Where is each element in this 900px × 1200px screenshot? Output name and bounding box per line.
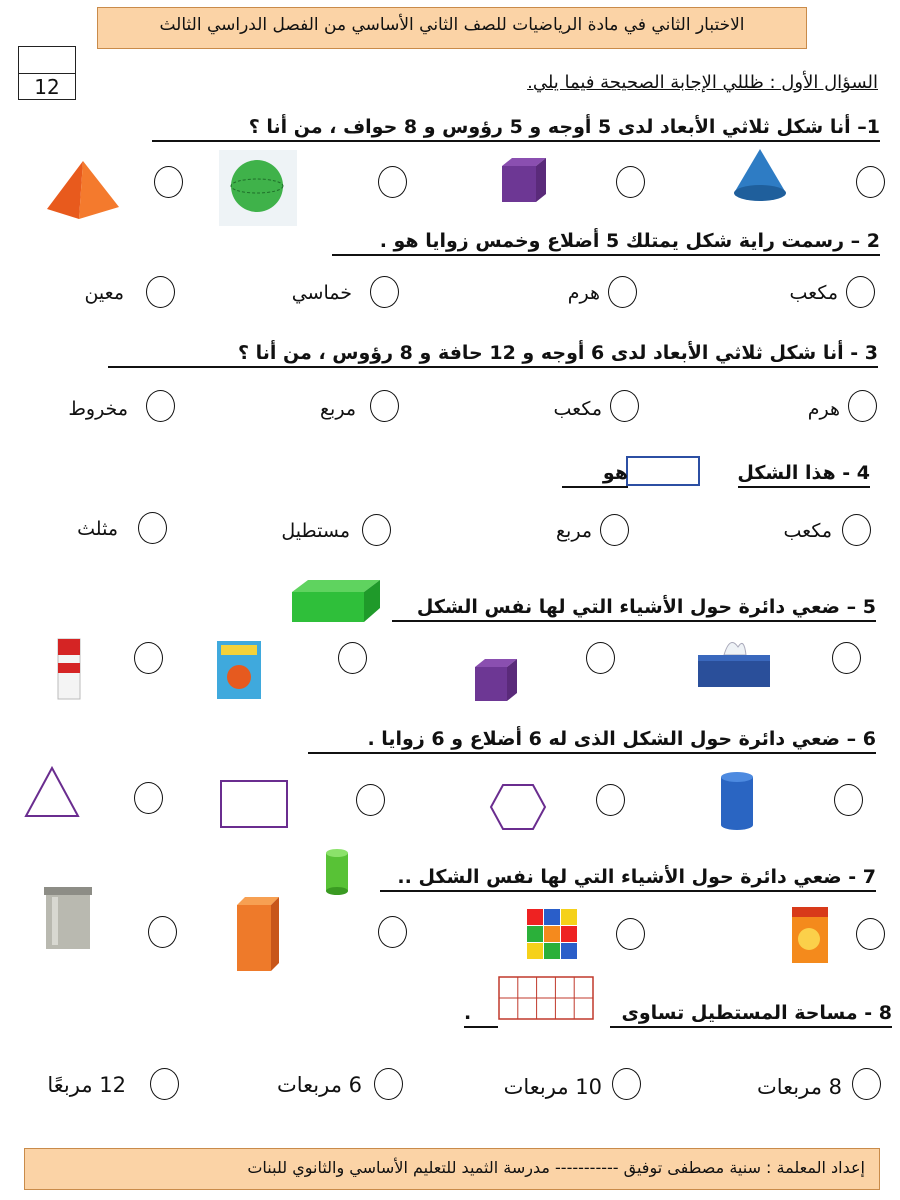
- option-label: 6 مربعات: [276, 1073, 362, 1097]
- sphere-icon: [219, 150, 297, 226]
- section-title: السؤال الأول : ظللي الإجابة الصحيحة فيما يلي.: [527, 72, 878, 93]
- cylinder-image: [716, 770, 758, 832]
- question-5-text: 5 – ضعي دائرة حول الأشياء التي لها نفس الشكل: [392, 594, 876, 622]
- grid-icon: [498, 976, 594, 1020]
- question-4-text-a: 4 - هذا الشكل: [738, 460, 870, 488]
- hexagon-image: [488, 782, 548, 832]
- cereal-box-image: [214, 638, 264, 702]
- option-label: مربع: [555, 520, 592, 542]
- question-8-text: 8 - مساحة المستطيل تساوى: [610, 1000, 892, 1028]
- green-cylinder-image: [322, 846, 352, 898]
- footer-credit: إعداد المعلمة : سنية مصطفى توفيق ----------- مدرسة الثميد للتعليم الأساسي والثانوي للبنات: [247, 1158, 865, 1177]
- can-icon: [55, 633, 83, 703]
- page-footer: [24, 1148, 880, 1190]
- answer-circle[interactable]: [616, 166, 645, 198]
- rubik-cube-icon: [525, 907, 579, 961]
- option-label: مخروط: [68, 398, 128, 420]
- answer-circle[interactable]: [596, 784, 625, 816]
- cereal-box-icon: [215, 639, 263, 701]
- answer-circle[interactable]: [134, 782, 163, 814]
- question-6-text: 6 – ضعي دائرة حول الشكل الذى له 6 أضلاع و 6 زوايا .: [308, 726, 876, 754]
- option-label: 12 مربعًا: [47, 1073, 126, 1097]
- answer-circle[interactable]: [146, 276, 175, 308]
- question-8-blank: .: [464, 1000, 498, 1028]
- score-total: 12: [34, 75, 60, 99]
- answer-circle[interactable]: [146, 390, 175, 422]
- sphere-image: [218, 150, 298, 226]
- cone-image: [728, 146, 792, 206]
- answer-circle[interactable]: [610, 390, 639, 422]
- answer-circle[interactable]: [832, 642, 861, 674]
- rubik-cube-image: [524, 906, 580, 962]
- option-label: هرم: [807, 398, 840, 420]
- answer-circle[interactable]: [856, 166, 885, 198]
- header-title: الاختبار الثاني في مادة الرياضيات للصف الثاني الأساسي من الفصل الدراسي الثالث: [159, 15, 745, 35]
- hexagon-icon: [489, 783, 547, 831]
- option-label: مكعب: [789, 282, 838, 304]
- option-label: مكعب: [553, 398, 602, 420]
- answer-circle[interactable]: [856, 918, 885, 950]
- answer-circle[interactable]: [370, 276, 399, 308]
- cube-icon: [498, 154, 550, 206]
- option-label: مربع: [319, 398, 356, 420]
- answer-circle[interactable]: [600, 514, 629, 546]
- answer-circle[interactable]: [370, 390, 399, 422]
- question-1-text: 1– أنا شكل ثلاثي الأبعاد لدى 5 أوجه و 5 رؤوس و 8 حواف ، من أنا ؟: [152, 114, 880, 142]
- option-label: 10 مربعات: [503, 1075, 602, 1099]
- score-blank: [19, 47, 75, 74]
- answer-circle[interactable]: [150, 1068, 179, 1100]
- question-4-text-b: هو: [562, 460, 628, 488]
- answer-circle[interactable]: [356, 784, 385, 816]
- question-3-text: 3 - أنا شكل ثلاثي الأبعاد لدى 6 أوجه و 12 حافة و 8 رؤوس ، من أنا ؟: [108, 340, 878, 368]
- answer-circle[interactable]: [608, 276, 637, 308]
- juice-box-icon: [789, 903, 831, 965]
- orange-prism-image: [232, 894, 284, 974]
- pyramid-image: [40, 150, 126, 230]
- juice-box-image: [788, 902, 832, 966]
- option-label: هرم: [567, 282, 600, 304]
- score-box: [18, 46, 76, 100]
- answer-circle[interactable]: [134, 642, 163, 674]
- cone-icon: [730, 147, 790, 205]
- option-label: مثلث: [77, 518, 118, 540]
- triangle-icon: [23, 765, 81, 819]
- option-label: 8 مربعات: [756, 1075, 842, 1099]
- rectangular-prism-icon: [286, 578, 382, 628]
- answer-circle[interactable]: [616, 918, 645, 950]
- rectangular-prism-icon: [233, 895, 283, 973]
- can-image: [54, 632, 84, 704]
- option-label: خماسي: [291, 282, 352, 304]
- answer-circle[interactable]: [378, 166, 407, 198]
- cube-image: [470, 654, 522, 704]
- pyramid-icon: [43, 157, 123, 223]
- answer-circle[interactable]: [848, 390, 877, 422]
- cylinder-icon: [717, 771, 757, 831]
- grid-rectangle: [498, 976, 594, 1020]
- option-label: مستطيل: [281, 520, 350, 542]
- question-2-text: 2 – رسمت راية شكل يمتلك 5 أضلاع وخمس زوايا هو .: [332, 228, 880, 256]
- answer-circle[interactable]: [374, 1068, 403, 1100]
- answer-circle[interactable]: [378, 916, 407, 948]
- answer-circle[interactable]: [154, 166, 183, 198]
- answer-circle[interactable]: [846, 276, 875, 308]
- cube-image: [496, 152, 552, 208]
- answer-circle[interactable]: [612, 1068, 641, 1100]
- answer-circle[interactable]: [842, 514, 871, 546]
- tissue-box-icon: [694, 633, 774, 691]
- trash-can-icon: [40, 881, 96, 955]
- rectangle-image: [220, 780, 288, 828]
- answer-circle[interactable]: [138, 512, 167, 544]
- option-label: مكعب: [783, 520, 832, 542]
- question-7-text: 7 - ضعي دائرة حول الأشياء التي لها نفس الشكل ..: [380, 864, 876, 892]
- green-prism-image: [286, 578, 382, 628]
- tissue-box-image: [694, 632, 774, 692]
- page-header: [97, 7, 807, 49]
- answer-circle[interactable]: [362, 514, 391, 546]
- triangle-image: [22, 764, 82, 820]
- cube-icon: [471, 655, 521, 703]
- answer-circle[interactable]: [852, 1068, 881, 1100]
- answer-circle[interactable]: [338, 642, 367, 674]
- answer-circle[interactable]: [586, 642, 615, 674]
- option-label: معين: [84, 282, 124, 304]
- trash-can-image: [36, 880, 100, 956]
- rectangle-shape: [626, 456, 700, 486]
- answer-circle[interactable]: [834, 784, 863, 816]
- cylinder-icon: [323, 847, 351, 897]
- answer-circle[interactable]: [148, 916, 177, 948]
